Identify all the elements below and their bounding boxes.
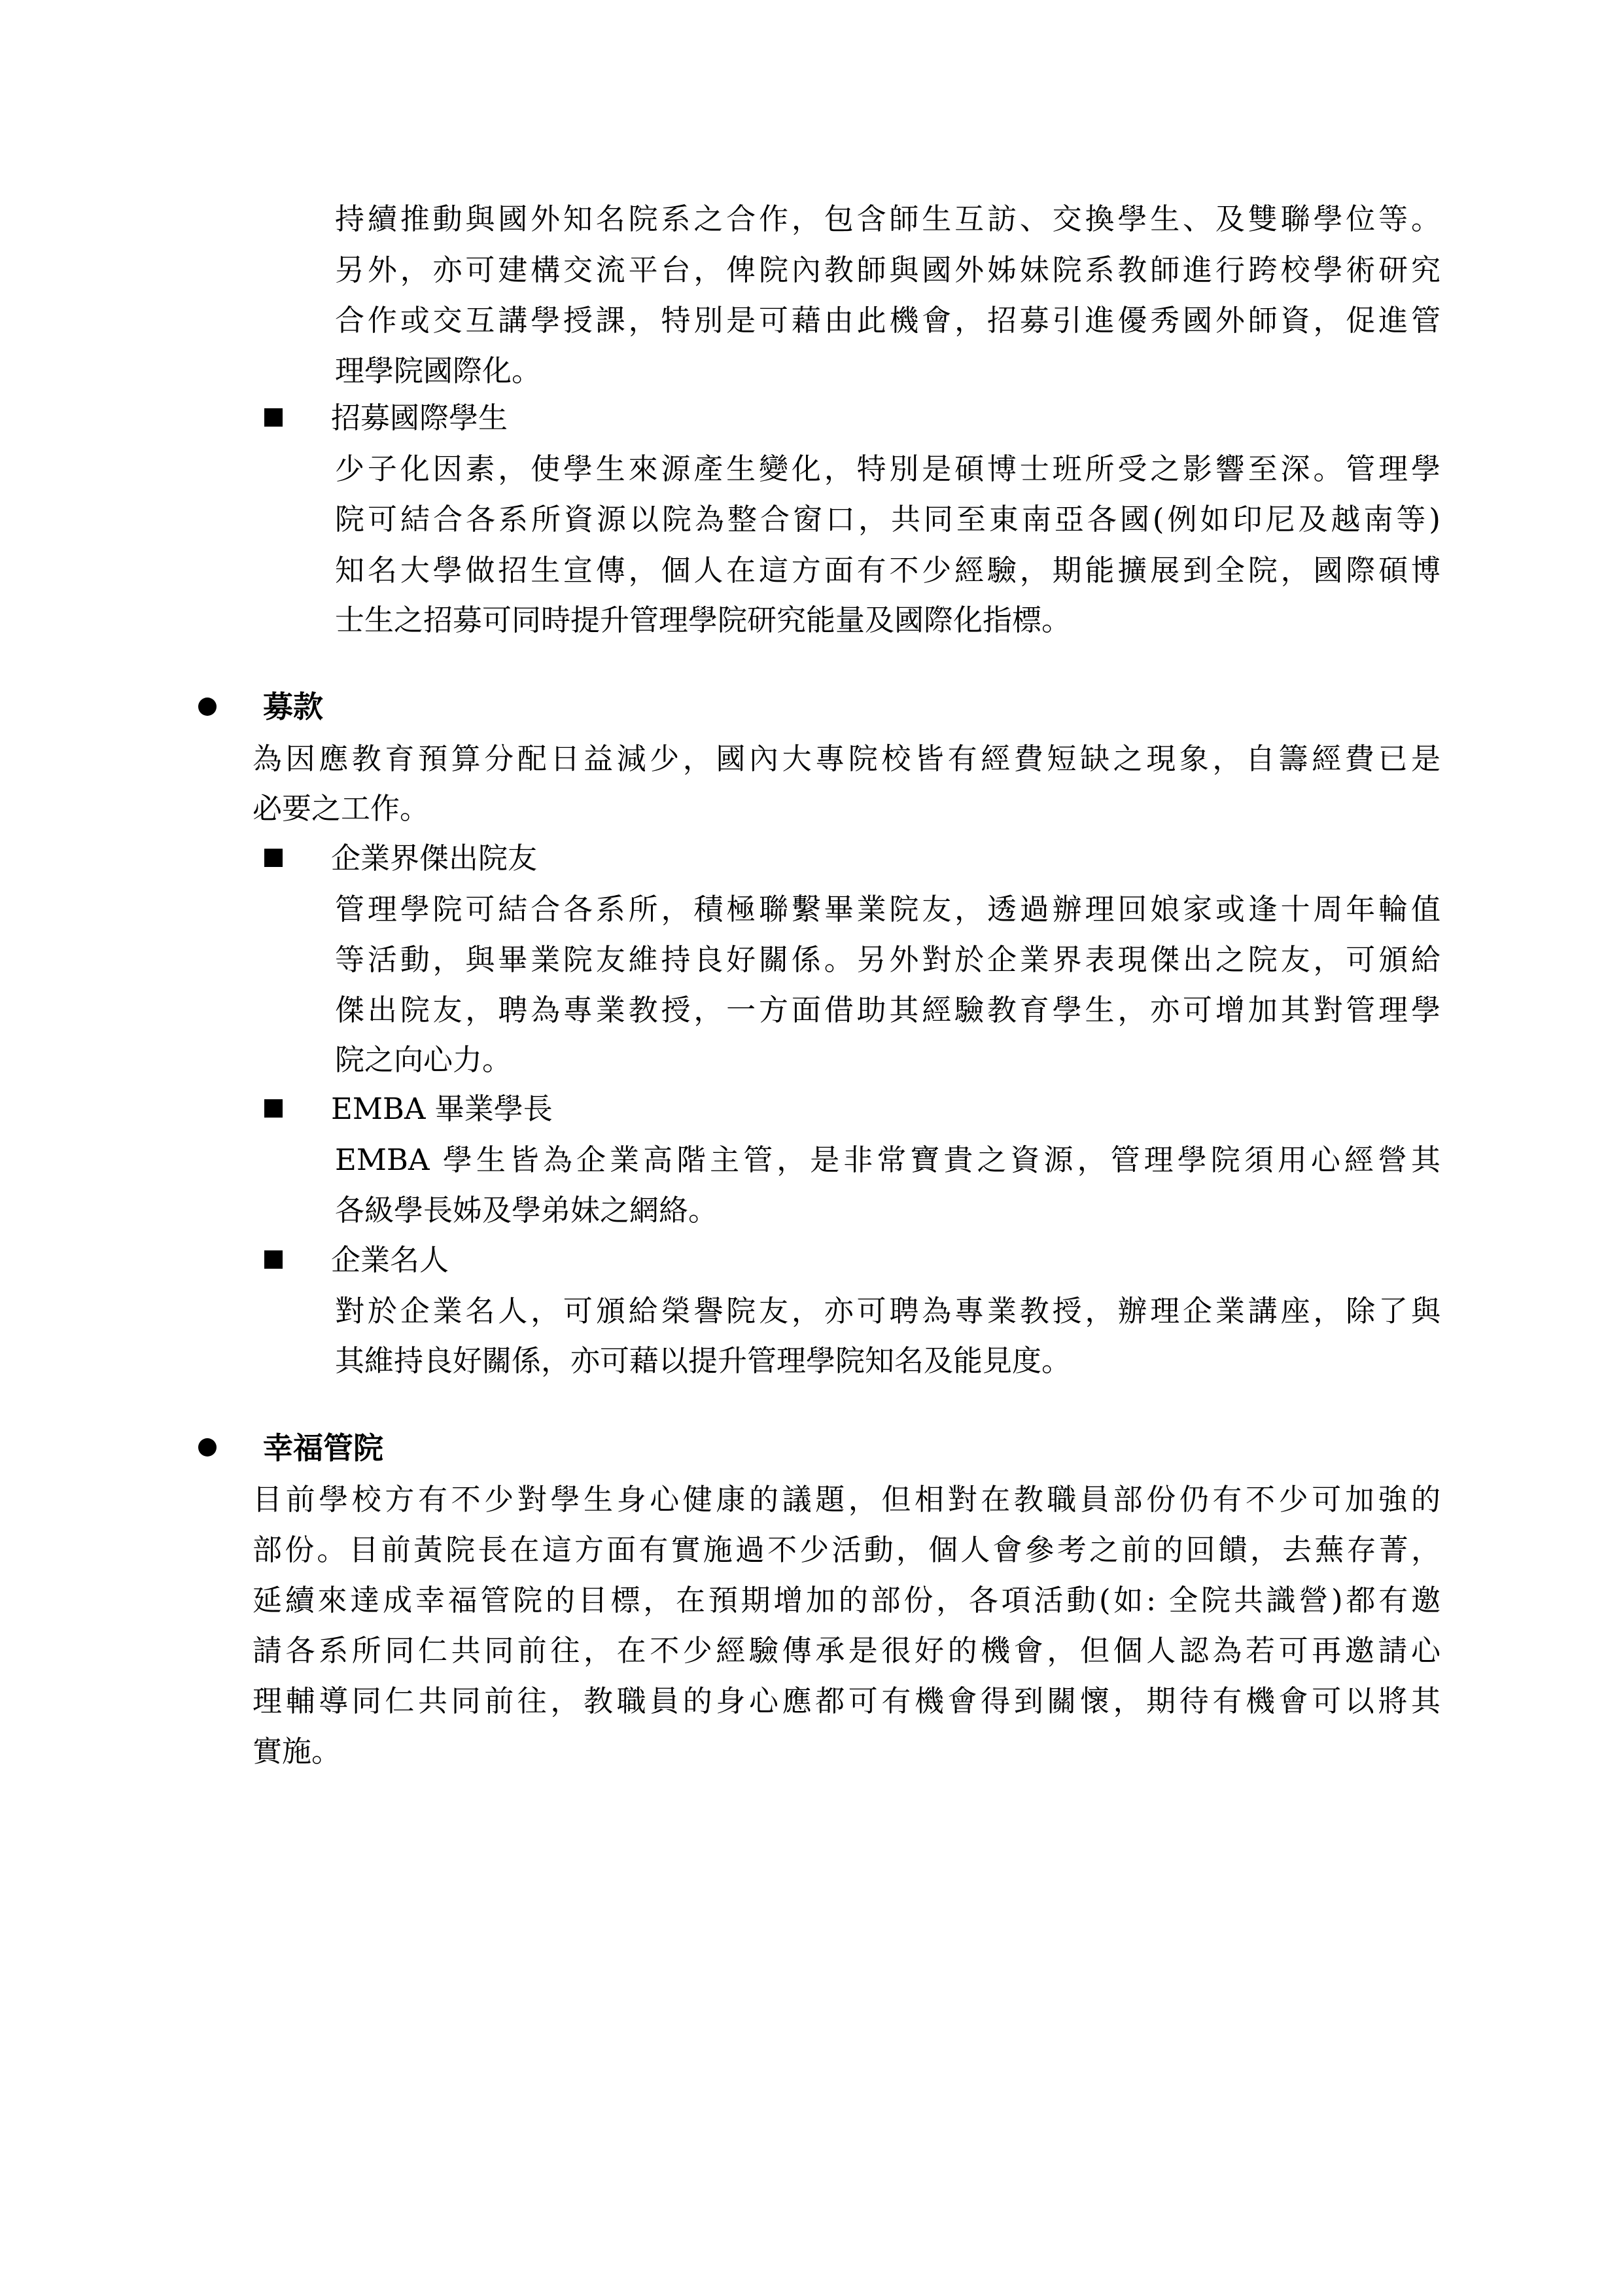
emba-line: EMBA 學生皆為企業高階主管，是非常寶貴之資源，管理學院須用心經營其: [335, 1142, 1440, 1177]
alumni-line: 院之向心力。: [335, 1042, 512, 1077]
international-paragraph-line: 理學院國際化。: [335, 353, 542, 388]
subheading-business-celebrities: 企業名人: [331, 1243, 449, 1277]
heading-fundraising: 募款: [263, 689, 323, 724]
square-bullet-icon: [264, 1099, 283, 1118]
celebrities-line: 對於企業名人，可頒給榮譽院友，亦可聘為專業教授，辦理企業講座，除了與: [335, 1294, 1440, 1328]
circle-bullet-icon: [198, 1438, 217, 1457]
emba-line: 各級學長姊及學弟妹之網絡。: [335, 1193, 718, 1227]
international-students-line: 知名大學做招生宣傳，個人在這方面有不少經驗，期能擴展到全院，國際碩博: [335, 553, 1440, 588]
alumni-line: 管理學院可結合各系所，積極聯繫畢業院友，透過辦理回娘家或逢十周年輪值: [335, 892, 1440, 927]
fundraising-intro-line: 必要之工作。: [253, 791, 430, 826]
international-students-line: 院可結合各系所資源以院為整合窗口，共同至東南亞各國(例如印尼及越南等): [335, 502, 1440, 537]
happiness-line: 實施。: [253, 1734, 341, 1769]
circle-bullet-icon: [198, 698, 217, 716]
happiness-line: 理輔導同仁共同前往，教職員的身心應都可有機會得到關懷，期待有機會可以將其: [253, 1684, 1440, 1718]
subheading-international-students: 招募國際學生: [331, 400, 508, 435]
fundraising-intro-line: 為因應教育預算分配日益減少，國內大專院校皆有經費短缺之現象，自籌經費已是: [253, 741, 1440, 776]
happiness-line: 請各系所同仁共同前往，在不少經驗傳承是很好的機會，但個人認為若可再邀請心: [253, 1633, 1440, 1668]
heading-happiness: 幸福管院: [263, 1430, 383, 1466]
alumni-line: 等活動，與畢業院友維持良好關係。另外對於企業界表現傑出之院友，可頒給: [335, 942, 1440, 977]
international-paragraph-line: 持續推動與國外知名院系之合作，包含師生互訪、交換學生、及雙聯學位等。: [335, 202, 1440, 236]
international-students-line: 少子化因素，使學生來源產生變化，特別是碩博士班所受之影響至深。管理學: [335, 451, 1440, 486]
alumni-line: 傑出院友，聘為專業教授，一方面借助其經驗教育學生，亦可增加其對管理學: [335, 993, 1440, 1027]
international-paragraph-line: 合作或交互講學授課，特別是可藉由此機會，招募引進優秀國外師資，促進管: [335, 303, 1440, 338]
square-bullet-icon: [264, 1250, 283, 1269]
international-students-line: 士生之招募可同時提升管理學院研究能量及國際化指標。: [335, 603, 1072, 637]
happiness-line: 目前學校方有不少對學生身心健康的議題，但相對在教職員部份仍有不少可加強的: [253, 1482, 1440, 1517]
subheading-emba: EMBA 畢業學長: [331, 1091, 553, 1126]
celebrities-line: 其維持良好關係，亦可藉以提升管理學院知名及能見度。: [335, 1343, 1072, 1378]
happiness-line: 延續來達成幸福管院的目標，在預期增加的部份，各項活動(如: 全院共識營)都有邀: [253, 1583, 1440, 1617]
happiness-line: 部份。目前黃院長在這方面有實施過不少活動，個人會參考之前的回饋，去蕪存菁，: [253, 1532, 1440, 1567]
subheading-outstanding-alumni: 企業界傑出院友: [331, 841, 538, 875]
international-paragraph-line: 另外，亦可建構交流平台，俾院內教師與國外姊妹院系教師進行跨校學術研究: [335, 253, 1440, 287]
square-bullet-icon: [264, 408, 283, 427]
square-bullet-icon: [264, 849, 283, 867]
